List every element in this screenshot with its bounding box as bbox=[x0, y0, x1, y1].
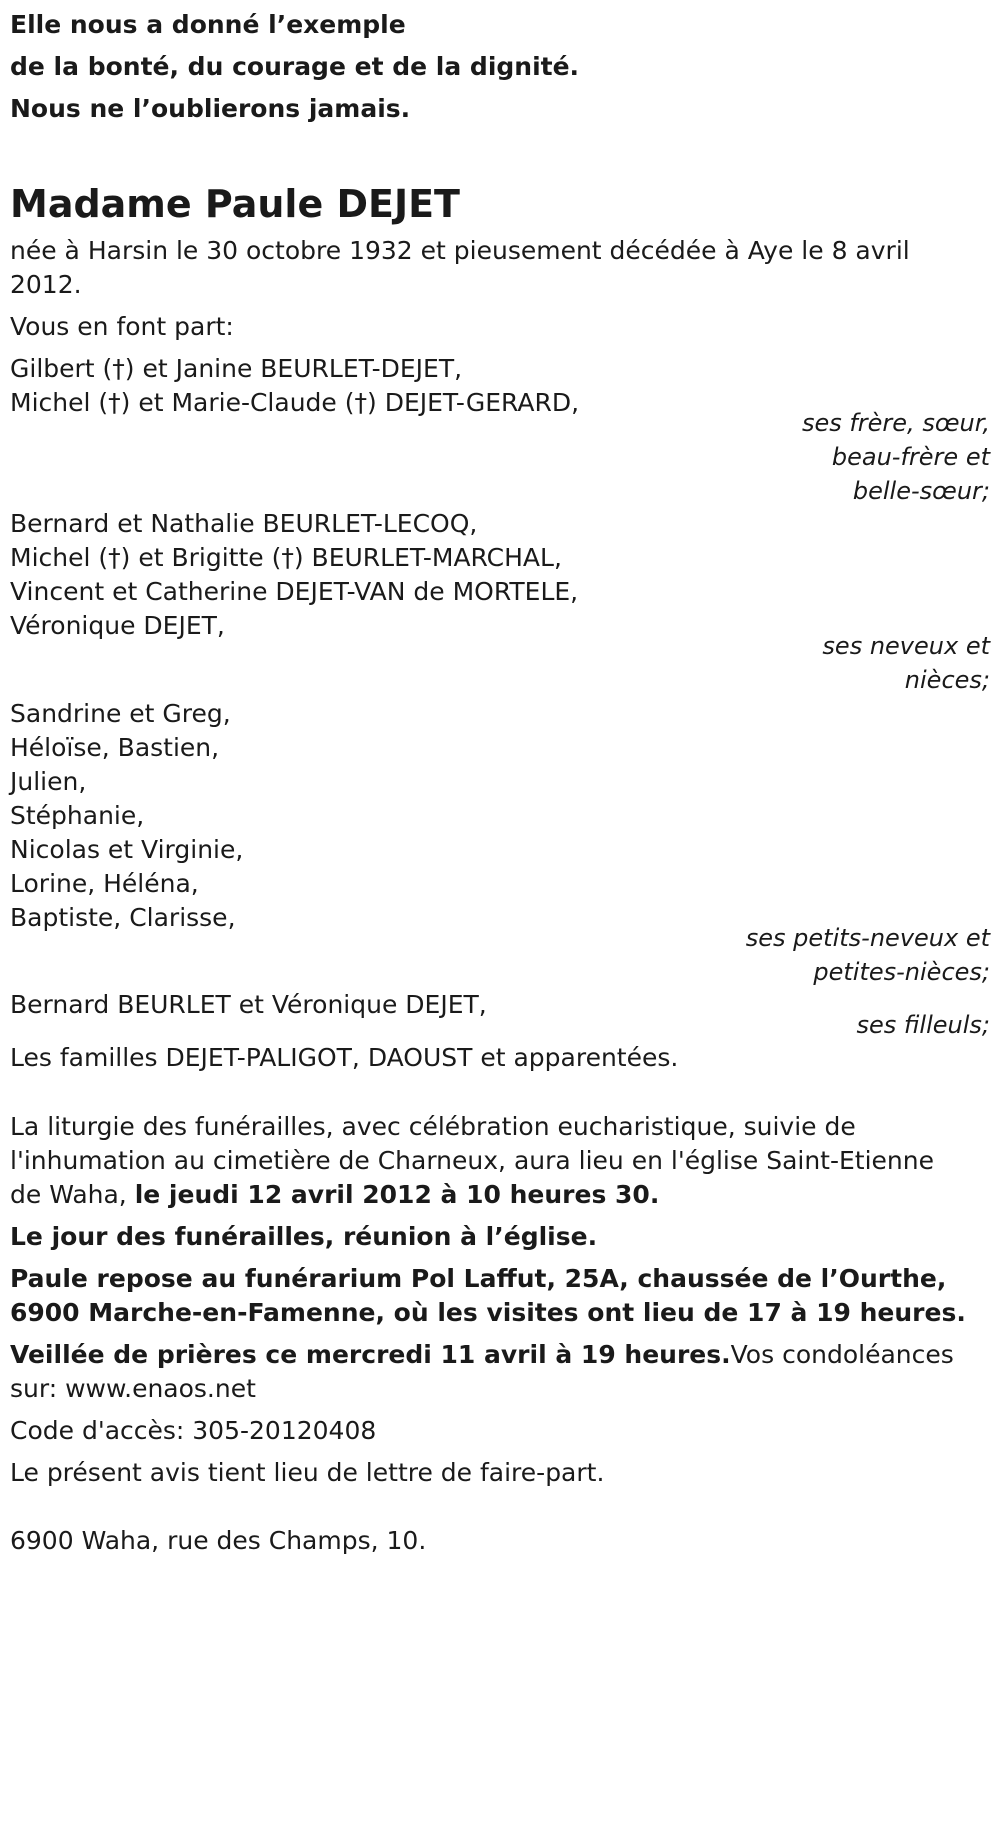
family-line: Sandrine et Greg, bbox=[10, 699, 231, 728]
families-line: Les familles DEJET-PALIGOT, DAOUST et apparentées. bbox=[10, 1043, 679, 1072]
address-line: 6900 Waha, rue des Champs, 10. bbox=[10, 1526, 427, 1555]
family-line: Lorine, Héléna, bbox=[10, 869, 199, 898]
relation-label: belle-sœur; bbox=[852, 477, 990, 505]
family-line: Stéphanie, bbox=[10, 801, 145, 830]
relation-label: ses petits-neveux et bbox=[745, 924, 990, 952]
repose-line-2: 6900 Marche-en-Famenne, où les visites ont lieu de 17 à 19 heures. bbox=[10, 1298, 966, 1327]
liturgy-line-3 bbox=[10, 1175, 659, 1215]
birth-line-1: née à Harsin le 30 octobre 1932 et pieusement décédée à Aye le 8 avril bbox=[10, 236, 910, 265]
liturgy-line-2: l'inhumation au cimetière de Charneux, aura lieu en l'église Saint-Etienne bbox=[10, 1146, 934, 1175]
relation-label: beau-frère et bbox=[831, 443, 990, 471]
family-line: Bernard BEURLET et Véronique DEJET, bbox=[10, 990, 487, 1019]
family-line: Baptiste, Clarisse, bbox=[10, 903, 236, 932]
relation-label: ses filleuls; bbox=[856, 1011, 990, 1039]
intro-line-3: Nous ne l’oublierons jamais. bbox=[10, 94, 411, 123]
access-code: Code d'accès: 305-20120408 bbox=[10, 1416, 377, 1445]
family-line: Vincent et Catherine DEJET-VAN de MORTELE, bbox=[10, 577, 579, 606]
family-line: Bernard et Nathalie BEURLET-LECOQ, bbox=[10, 509, 478, 538]
liturgy-place: de Waha, bbox=[10, 1180, 135, 1209]
notice-line: Le présent avis tient lieu de lettre de faire-part. bbox=[10, 1458, 605, 1487]
relation-label: ses neveux et bbox=[822, 632, 990, 660]
family-line: Véronique DEJET, bbox=[10, 611, 225, 640]
announce-text: Vous en font part: bbox=[10, 312, 234, 341]
family-line: Gilbert (†) et Janine BEURLET-DEJET, bbox=[10, 354, 463, 383]
family-line: Nicolas et Virginie, bbox=[10, 835, 244, 864]
deceased-name: Madame Paule DEJET bbox=[10, 182, 460, 226]
intro-line-1: Elle nous a donné l’exemple bbox=[10, 10, 406, 39]
family-line: Héloïse, Bastien, bbox=[10, 733, 220, 762]
relation-label: nièces; bbox=[904, 666, 990, 694]
repose-line-1: Paule repose au funérarium Pol Laffut, 25A, chaussée de l’Ourthe, bbox=[10, 1264, 947, 1293]
liturgy-date: le jeudi 12 avril 2012 à 10 heures 30. bbox=[134, 1180, 660, 1209]
veillee-line-2: sur: www.enaos.net bbox=[10, 1374, 256, 1403]
family-line: Michel (†) et Marie-Claude (†) DEJET-GERARD, bbox=[10, 388, 580, 417]
family-line: Julien, bbox=[10, 767, 87, 796]
birth-line-2: 2012. bbox=[10, 270, 82, 299]
intro-line-2: de la bonté, du courage et de la dignité. bbox=[10, 52, 580, 81]
relation-label: ses frère, sœur, bbox=[801, 409, 990, 437]
liturgy-line-1: La liturgie des funérailles, avec célébration eucharistique, suivie de bbox=[10, 1112, 856, 1141]
reunion-line: Le jour des funérailles, réunion à l’église. bbox=[10, 1222, 598, 1251]
family-line: Michel (†) et Brigitte (†) BEURLET-MARCHAL, bbox=[10, 543, 562, 572]
veillee-bold: Veillée de prières ce mercredi 11 avril à 19 heures. bbox=[10, 1340, 731, 1369]
relation-label: petites-nièces; bbox=[813, 958, 990, 986]
veillee-condolences: Vos condoléances bbox=[730, 1340, 954, 1369]
